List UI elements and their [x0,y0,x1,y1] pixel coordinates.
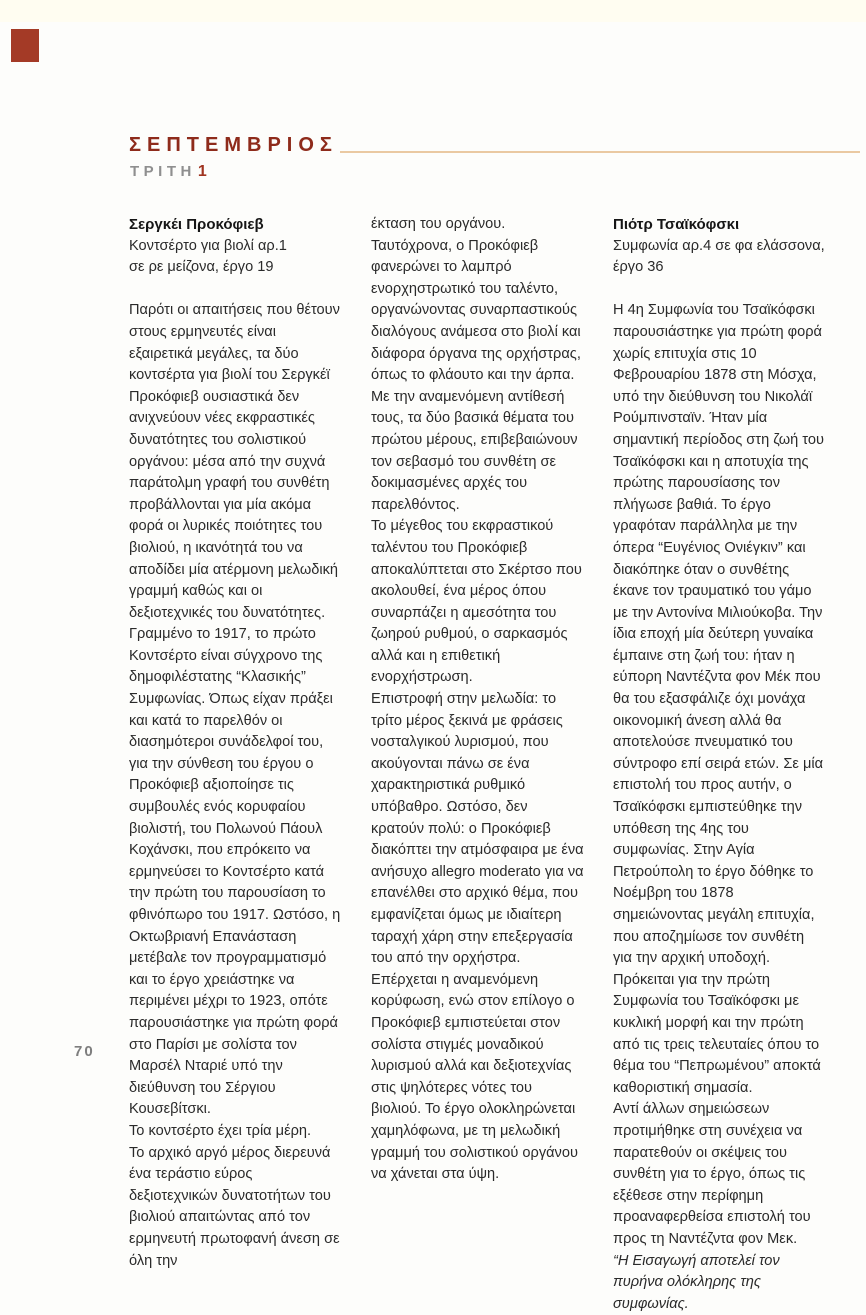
body-paragraph: Παρότι οι απαιτήσεις που θέτουν στους ερμηνευτές είναι εξαιρετικά μεγάλες, τα δύο κοντσέρτα για βιολί του Σεργκέϊ Προκόφιεβ ουσιαστικά δεν ανιχνεύουν νέες εκφραστικές δυνατότητες του σολιστικού οργάνου: μέσα από την συχνά παράτολμη γραφή του συνθέτη προβάλλονται για μία ακόμα φορά οι λυρικές ποιότητες του βιολιού, η ικανότητά του να αποδίδει μία ατέρμονη μελωδική γραμμή καθώς και οι δεξιοτεχνικές του δυνατότητες. [129,300,342,624]
body-paragraph: Αντί άλλων σημειώσεων προτιμήθηκε στη συνέχεια να παρατεθούν οι σκέψεις του συνθέτη για το έργο, όπως τις εξέθεσε στην περίφημη προαναφερθείσα επιστολή του προς τη Ναντέζντα φον Μεκ. [613,1099,826,1250]
header-rule [340,151,860,153]
body-paragraph: Η 4η Συμφωνία του Τσαϊκόφσκι παρουσιάστηκε για πρώτη φορά χωρίς επιτυχία στις 10 Φεβρουαρίου 1878 στη Μόσχα, υπό την διεύθυνση του Νικολάϊ Ρούμπινσταϊν. Ήταν μία σημαντική περίοδος στη ζωή του Τσαϊκόφσκι και η αποτυχία της πρώτης παρουσίασης τον πλήγωσε βαθιά. Το έργο γραφόταν παράλληλα με την όπερα “Ευγένιος Ονιέγκιν” και διακόπηκε όταν ο συνθέτης έκανε τον τραυματικό του γάμο με την Αντονίνα Μιλιούκοβα. Την ίδια εποχή μία δεύτερη γυναίκα έμπαινε στη ζωή του: ήταν η εύπορη Ναντέζντα φον Μέκ που θα του εξασφάλιζε όχι μονάχα οικονομική άνεση αλλά θα αποτελούσε πνευματικό του σύντροφο επί σειρά ετών. Σε μία επιστολή του προς αυτήν, ο Τσαϊκόφσκι εμπιστεύθηκε την υπόθεση της 4ης του συμφωνίας. Στην Αγία Πετρούπολη το έργο δόθηκε το Νοέμβρη του 1878 σημειώνοντας μεγάλη επιτυχία, που αποζημίωσε τον συνθέτη για την αρχική υποδοχή. Πρόκειται για την πρώτη Συμφωνία του Τσαϊκόφσκι με κυκλική μορφή και την πρώτη από τις τρεις τελευταίες όπου το θέμα του “Πεπρωμένου” αποκτά καθοριστική σημασία. [613,300,826,1099]
body-paragraph: Επιστροφή στην μελωδία: το τρίτο μέρος ξεκινά με φράσεις νοσταλγικού λυρισμού, που ακούγονται πάνω σε ένα χαρακτηριστικά ρυθμικό υπόβαθρο. Ωστόσο, δεν κρατούν πολύ: ο Προκόφιεβ διακόπτει την ατμόσφαιρα με ένα ανήσυχο allegro moderato για να επανέλθει στο αρχικό θέμα, που εμφανίζεται όμως με ιδιαίτερη ταραχή χάρη στην επεξεργασία του από την ορχήστρα. Επέρχεται η αναμενόμενη κορύφωση, ενώ στον επίλογο ο Προκόφιεβ εμπιστεύεται στον σολίστα στιγμές μοναδικού λυρισμού αλλά και δεξιοτεχνίας στις ψηλότερες νότες του βιολιού. Το έργο ολοκληρώνεται χαμηλόφωνα, με τη μελωδική γραμμή του σολιστικού οργάνου να χάνεται στα ύψη. [371,689,584,1186]
body-paragraph: Το αρχικό αργό μέρος διερευνά ένα τεράστιο εύρος δεξιοτεχνικών δυνατοτήτων του βιολιού απαιτώντας από τον ερμηνευτή πρωτοφανή άνεση σε όλη την [129,1143,342,1273]
month-header-row [129,135,860,155]
composer-letter-quote: “Η Εισαγωγή αποτελεί τον πυρήνα ολόκληρης της συμφωνίας. [613,1251,826,1315]
text-column-prokofiev [129,214,342,1315]
composer-name: Σεργκέι Προκόφιεβ [129,214,342,236]
corner-accent-square [11,29,39,62]
scan-edge-tint [0,0,866,22]
month-title: ΣΕΠΤΕΜΒΡΙΟΣ [129,135,338,155]
composer-name: Πιότρ Τσαϊκόφσκι [613,214,826,236]
text-column-tchaikovsky [613,214,826,1315]
page-number: 70 [74,1043,95,1060]
body-paragraph: Γραμμένο το 1917, το πρώτο Κοντσέρτο είναι σύγχρονο της δημοφιλέστατης “Κλασικής” Συμφωνίας. Όπως είχαν πράξει και κατά το παρελθόν οι διασημότεροι συνάδελφοί του, για την σύνθεση του έργου ο Προκόφιεβ αξιοποίησε τις συμβουλές ενός κορυφαίου βιολιστή, του Πολωνού Πάουλ Κοχάνσκι, που επρόκειτο να ερμηνεύσει το Κοντσέρτο κατά την πρώτη του παρουσίαση το φθινόπωρο του 1917. Ωστόσο, η Οκτωβριανή Επανάσταση μετέβαλε τον προγραμματισμό και το έργο χρειάστηκε να περιμένει μέχρι το 1923, οπότε παρουσιάστηκε για πρώτη φορά στο Παρίσι με σολίστα τον Μαρσέλ Νταριέ υπό την διεύθυνση του Σέργιου Κουσεβίτσκι. [129,624,342,1121]
work-subtitle-line: Συμφωνία αρ.4 σε φα ελάσσονα, [613,236,826,258]
body-paragraph: Το κοντσέρτο έχει τρία μέρη. [129,1121,342,1143]
body-paragraph: έκταση του οργάνου. Ταυτόχρονα, ο Προκόφιεβ φανερώνει το λαμπρό ενορχηστρωτικό του ταλέντο, οργανώνοντας συναρπαστικούς διαλόγους ανάμεσα στο βιολί και διάφορα όργανα της ορχήστρας, όπως το φλάουτο και την άρπα. Με την αναμενόμενη αντίθεσή τους, τα δύο βασικά θέματα του πρώτου μέρους, επιβεβαιώνουν τον σεβασμό του συνθέτη σε δοκιμασμένες αρχές του παρελθόντος. [371,214,584,516]
text-column-continuation [371,214,584,1315]
work-subtitle-line: Κοντσέρτο για βιολί αρ.1 [129,236,342,258]
work-subtitle-line: σε ρε μείζονα, έργο 19 [129,257,342,279]
article-columns [129,214,826,1315]
body-paragraph: Το μέγεθος του εκφραστικού ταλέντου του Προκόφιεβ αποκαλύπτεται στο Σκέρτσο που ακολουθεί, ένα μέρος όπου συναρπάζει η αμεσότητα του ζωηρού ρυθμού, ο σαρκασμός αλλά και η επιθετική ενορχήστρωση. [371,516,584,689]
day-number: 1 [198,163,207,180]
work-subtitle-line: έργο 36 [613,257,826,279]
day-name: ΤΡΙΤΗ [130,163,196,180]
day-header [130,163,207,181]
